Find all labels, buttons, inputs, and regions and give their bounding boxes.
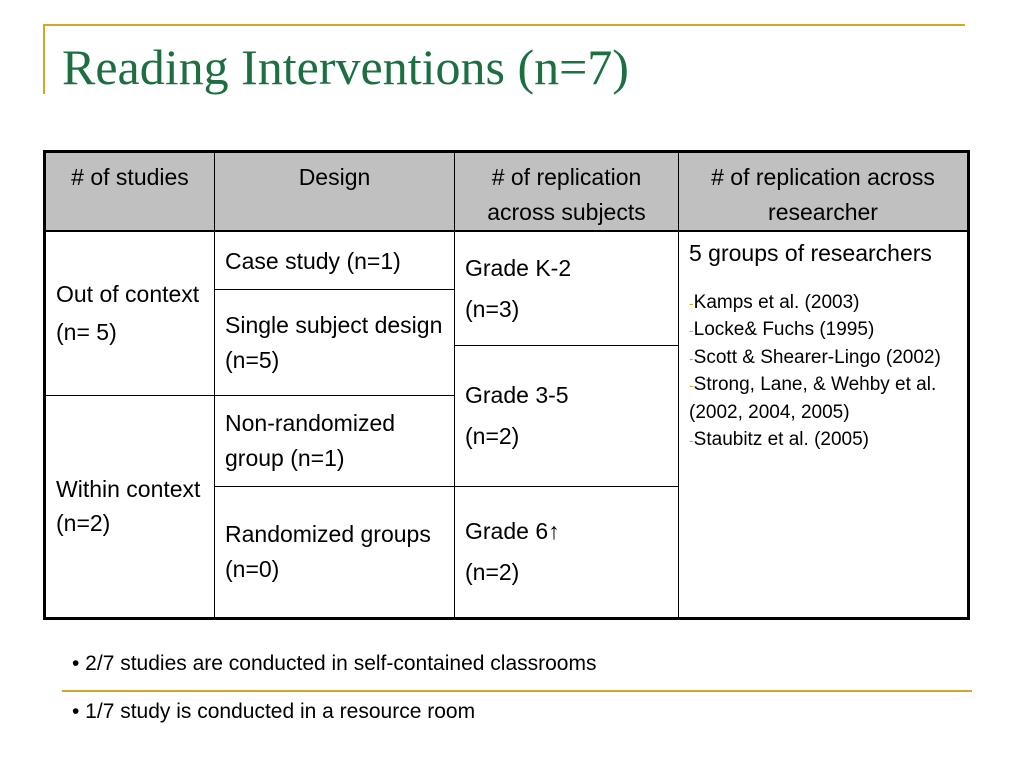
bullet-separator-line (62, 690, 972, 692)
reference-item: -Strong, Lane, & Wehby et al. (2002, 2004, 2005) (689, 374, 937, 423)
reference-item: -Scott & Shearer-Lingo (2002) (689, 346, 941, 368)
studies-out-of-context-label: Out of context (56, 280, 200, 307)
table-row (45, 231, 969, 290)
accent-horizontal-line (43, 24, 965, 26)
dash-marker: - (689, 377, 694, 394)
header-studies: # of studies (45, 152, 215, 232)
slide-title: Reading Interventions (n=7) (62, 39, 629, 95)
bullet-self-contained: • 2/7 studies are conducted in self-contained classrooms (72, 652, 597, 675)
reference-item: -Kamps et al. (2003) (689, 291, 860, 313)
bullet-resource-room: • 1/7 study is conducted in a resource room (72, 700, 476, 723)
studies-within-context (45, 395, 215, 618)
grade-3-5 (455, 346, 679, 487)
design-randomized: Randomized groups (n=0) (215, 486, 455, 618)
researcher-groups (679, 231, 969, 619)
studies-within-context-label: Within context (n=2) (56, 475, 201, 537)
header-replication-researcher: # of replication across researcher (679, 152, 969, 232)
grade-3-5-label: Grade 3-5 (465, 382, 569, 409)
grade-k2 (455, 231, 679, 346)
dash-marker: - (689, 432, 694, 449)
design-single-subject: Single subject design (n=5) (215, 290, 455, 395)
header-design: Design (215, 152, 455, 232)
design-non-randomized: Non-randomized group (n=1) (215, 395, 455, 486)
design-case-study: Case study (n=1) (215, 231, 455, 290)
reference-item: -Locke& Fuchs (1995) (689, 319, 875, 341)
grade-6-label: Grade 6↑ (465, 518, 560, 545)
studies-out-of-context (45, 231, 215, 395)
dash-marker: - (689, 322, 694, 339)
grade-k2-count: (n=3) (465, 295, 520, 322)
accent-vertical-line (43, 24, 45, 94)
grade-3-5-count: (n=2) (465, 422, 520, 449)
dash-marker: - (689, 349, 694, 366)
researcher-heading: 5 groups of researchers (689, 240, 932, 266)
table-header-row (45, 152, 969, 232)
studies-out-of-context-count: (n= 5) (56, 319, 117, 346)
reference-item: -Staubitz et al. (2005) (689, 429, 869, 451)
interventions-table (43, 150, 970, 620)
grade-6-count: (n=2) (465, 558, 520, 585)
grade-6 (455, 486, 679, 618)
header-replication-subjects: # of replication across subjects (455, 152, 679, 232)
grade-k2-label: Grade K-2 (465, 254, 572, 281)
dash-marker: - (689, 294, 694, 311)
